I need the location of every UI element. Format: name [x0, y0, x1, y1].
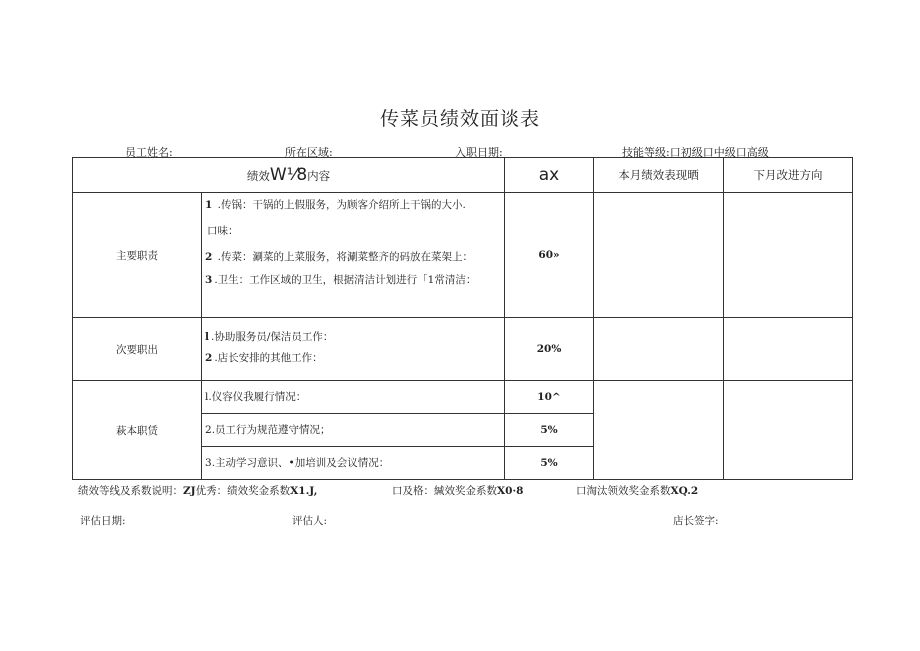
basic-item-2: 2.员工行为规范遵守情况； — [202, 414, 505, 447]
improve-cell-basic[interactable] — [724, 381, 853, 480]
basic-item-3: 3.主动学习意识、•加培训及会议情况： — [202, 447, 505, 480]
header-content-prefix: 绩效 — [246, 169, 270, 183]
section-label-basic: 萩本职赁 — [73, 381, 202, 480]
header-improve: 下月改进方向 — [724, 158, 853, 193]
performance-cell-secondary[interactable] — [594, 318, 724, 381]
list-item: 1 .传锅：干锅的上假服务，为顾客介绍所上干锅的大小. — [205, 199, 466, 211]
basic-item-1: l.仪容仪我履行情况： — [202, 381, 505, 414]
weight-basic-3: 5% — [505, 447, 594, 480]
header-content-big: W⅟8 — [269, 165, 308, 185]
employee-name-label: 员工姓名: — [125, 146, 173, 159]
performance-cell-main[interactable] — [594, 193, 724, 318]
section-items-secondary — [202, 318, 505, 381]
evaluator-label: 评估人: — [292, 515, 328, 527]
section-secondary — [73, 318, 853, 381]
area-label: 所在区域: — [285, 146, 333, 159]
section-items-main — [202, 193, 505, 318]
list-item: 2 .传菜：涮菜的上菜服务，将涮菜整齐的码放在菜架上： — [205, 251, 473, 264]
performance-table — [72, 157, 853, 480]
hire-date-label: 入职日期: — [455, 146, 503, 159]
header-performance: 本月绩效表现晒 — [594, 158, 724, 193]
list-item: l .协助服务员/保洁员工作： — [205, 331, 334, 344]
weight-secondary: 20% — [505, 318, 594, 381]
performance-cell-basic[interactable] — [594, 381, 724, 480]
header-content — [73, 158, 505, 193]
grade-pass: 口及格：緘效奖金系数X0·8 — [392, 485, 524, 497]
header-row — [73, 158, 853, 193]
header-content-suffix: 内容 — [307, 169, 331, 183]
grade-fail: 口淘汰领效奖金系数XQ.2 — [576, 485, 699, 497]
section-label-secondary: 次要职出 — [73, 318, 202, 381]
weight-main: 60» — [505, 193, 594, 318]
skill-level-options[interactable]: 口初级口中级口高级 — [669, 146, 769, 159]
grade-explanation: 绩效等线及系数说明：ZJ优秀：绩效奖金系数X1.J, — [78, 485, 318, 497]
list-item: 2 .店长安排的其他工作： — [205, 351, 323, 364]
skill-level-label: 技能等级: — [622, 146, 670, 159]
list-item: 口味： — [207, 225, 239, 238]
manager-signature-label: 店长签字: — [673, 515, 719, 527]
page-title: 传菜员绩效面谈表 — [379, 108, 540, 130]
improve-cell-main[interactable] — [724, 193, 853, 318]
section-basic-row-1 — [73, 381, 853, 414]
eval-date-label: 评估日期: — [80, 515, 126, 527]
list-item: 3 .卫生：工作区域的卫生，根据清洁计划进行「1常清洁： — [205, 273, 477, 286]
weight-basic-2: 5% — [505, 414, 594, 447]
header-weight: ax — [505, 158, 594, 193]
section-main — [73, 193, 853, 318]
improve-cell-secondary[interactable] — [724, 318, 853, 381]
weight-basic-1: 10^ — [505, 381, 594, 414]
section-label-main: 主要职责 — [73, 193, 202, 318]
